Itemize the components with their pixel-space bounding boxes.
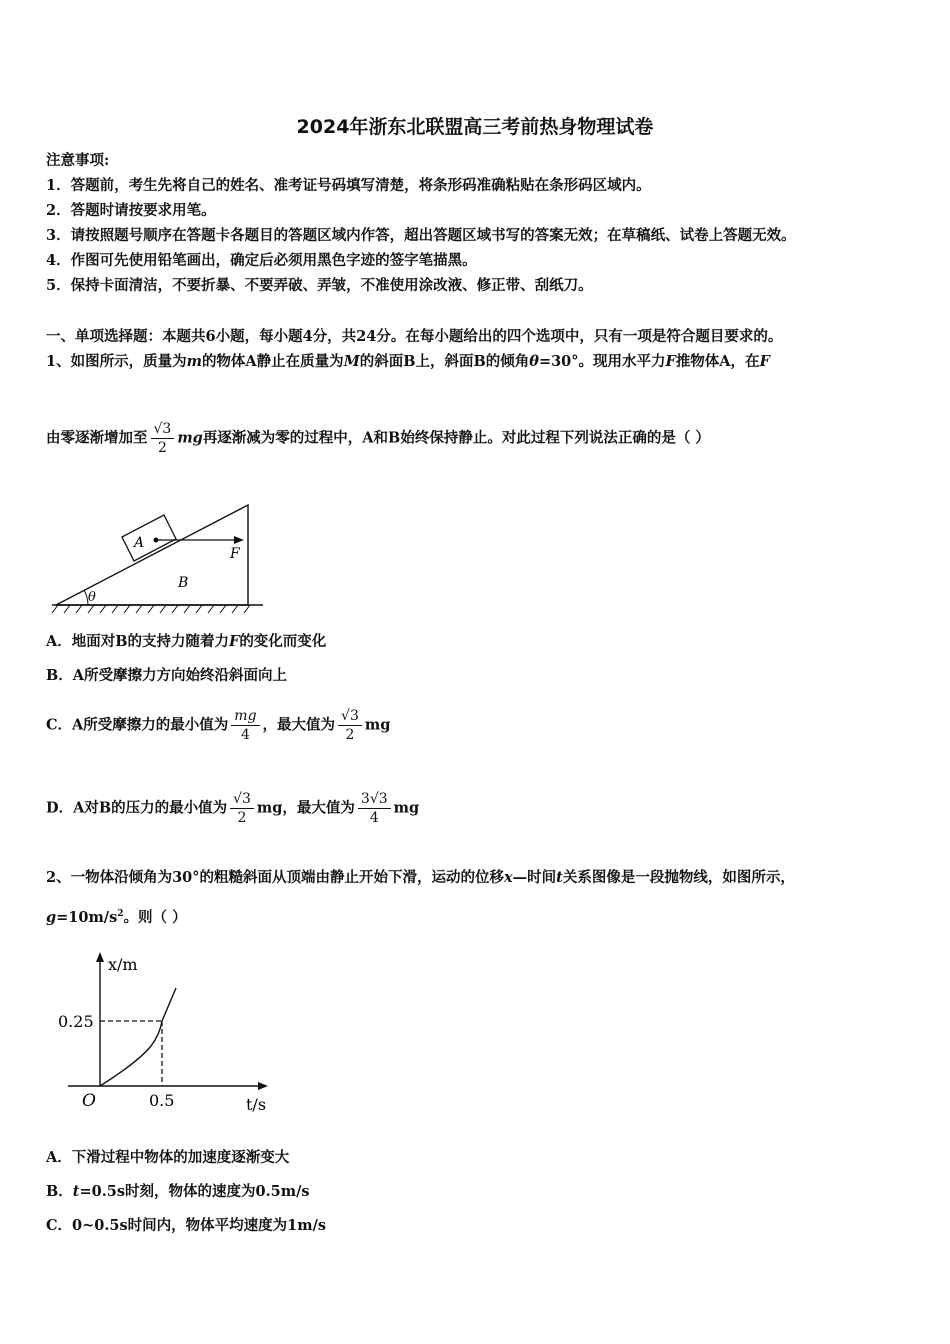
fraction: $\frac{√3}{2}$ bbox=[230, 790, 254, 827]
incline-figure bbox=[48, 495, 268, 620]
note-item: 5．保持卡面清洁，不要折暴、不要弄破、弄皱，不准使用涂改液、修正带、刮纸刀。 bbox=[46, 277, 593, 294]
q1-option-c[interactable]: C．A所受摩擦力的最小值为 $\frac{mg}{4}$ ，最大值为 $\frac{√3}{2}$ mg bbox=[46, 708, 391, 743]
x-tick-label: 0.5 bbox=[149, 1091, 175, 1110]
force-label: F bbox=[230, 546, 240, 562]
incline-label: B bbox=[178, 575, 189, 591]
section-heading: 一、单项选择题：本题共6小题，每小题4分，共24分。在每小题给出的四个选项中，只有一项是符合题目要求的。 bbox=[46, 328, 783, 345]
x-axis-label: t/s bbox=[246, 1095, 267, 1114]
y-axis-label: x/m bbox=[108, 955, 138, 974]
q1-stem-line2: 由零逐渐增加至 $\frac{√3}{2}$ mg再逐渐减为零的过程中，A和B始终保持静止。对此过程下列说法正确的是（ ） bbox=[46, 421, 710, 456]
q2-stem-line1: 2、一物体沿倾角为30°的粗糙斜面从顶端由静止开始下滑，运动的位移x—时间t关系图像是一段抛物线，如图所示， bbox=[46, 869, 795, 886]
q1-option-a[interactable]: A．地面对B的支持力随着力F的变化而变化 bbox=[46, 633, 327, 650]
notes-heading: 注意事项: bbox=[46, 152, 110, 169]
q1-stem-line1: 1、如图所示，质量为m的物体A静止在质量为M的斜面B上，斜面B的倾角θ=30°。现用水平力F推物体A，在F bbox=[46, 353, 770, 370]
fraction: $\frac{√3}{2}$ bbox=[151, 420, 175, 457]
note-item: 3．请按照题号顺序在答题卡各题目的答题区域内作答，超出答题区域书写的答案无效；在草稿纸、试卷上答题无效。 bbox=[46, 227, 796, 244]
fraction: $\frac{3√3}{4}$ bbox=[358, 790, 391, 827]
q2-option-c[interactable]: C．0~0.5s时间内，物体平均速度为1m/s bbox=[46, 1217, 327, 1234]
origin-label: O bbox=[82, 1091, 96, 1111]
block-label: A bbox=[134, 535, 145, 551]
theta-label: θ bbox=[88, 590, 96, 605]
fraction: $\frac{√3}{2}$ bbox=[338, 707, 362, 744]
note-item: 2．答题时请按要求用笔。 bbox=[46, 202, 216, 219]
q2-option-b[interactable]: B．t=0.5s时刻，物体的速度为0.5m/s bbox=[46, 1183, 310, 1200]
note-item: 1．答题前，考生先将自己的姓名、准考证号码填写清楚，将条形码准确粘贴在条形码区域内。 bbox=[46, 177, 651, 194]
y-tick-label: 0.25 bbox=[58, 1012, 94, 1031]
q2-stem-line2: $g=10m/s^2$。则（ ） bbox=[46, 908, 187, 926]
fraction: $\frac{mg}{4}$ bbox=[231, 707, 259, 744]
page-title: 2024年浙东北联盟高三考前热身物理试卷 bbox=[296, 116, 654, 138]
xt-graph bbox=[50, 948, 280, 1118]
q1-option-b[interactable]: B．A所受摩擦力方向始终沿斜面向上 bbox=[46, 667, 288, 684]
q2-option-a[interactable]: A．下滑过程中物体的加速度逐渐变大 bbox=[46, 1149, 290, 1166]
note-item: 4．作图可先使用铅笔画出，确定后必须用黑色字迹的签字笔描黑。 bbox=[46, 252, 477, 269]
q1-option-d[interactable]: D．A对B的压力的最小值为 $\frac{√3}{2}$ mg，最大值为 $\frac{3√3}{4}$ mg bbox=[46, 791, 420, 826]
